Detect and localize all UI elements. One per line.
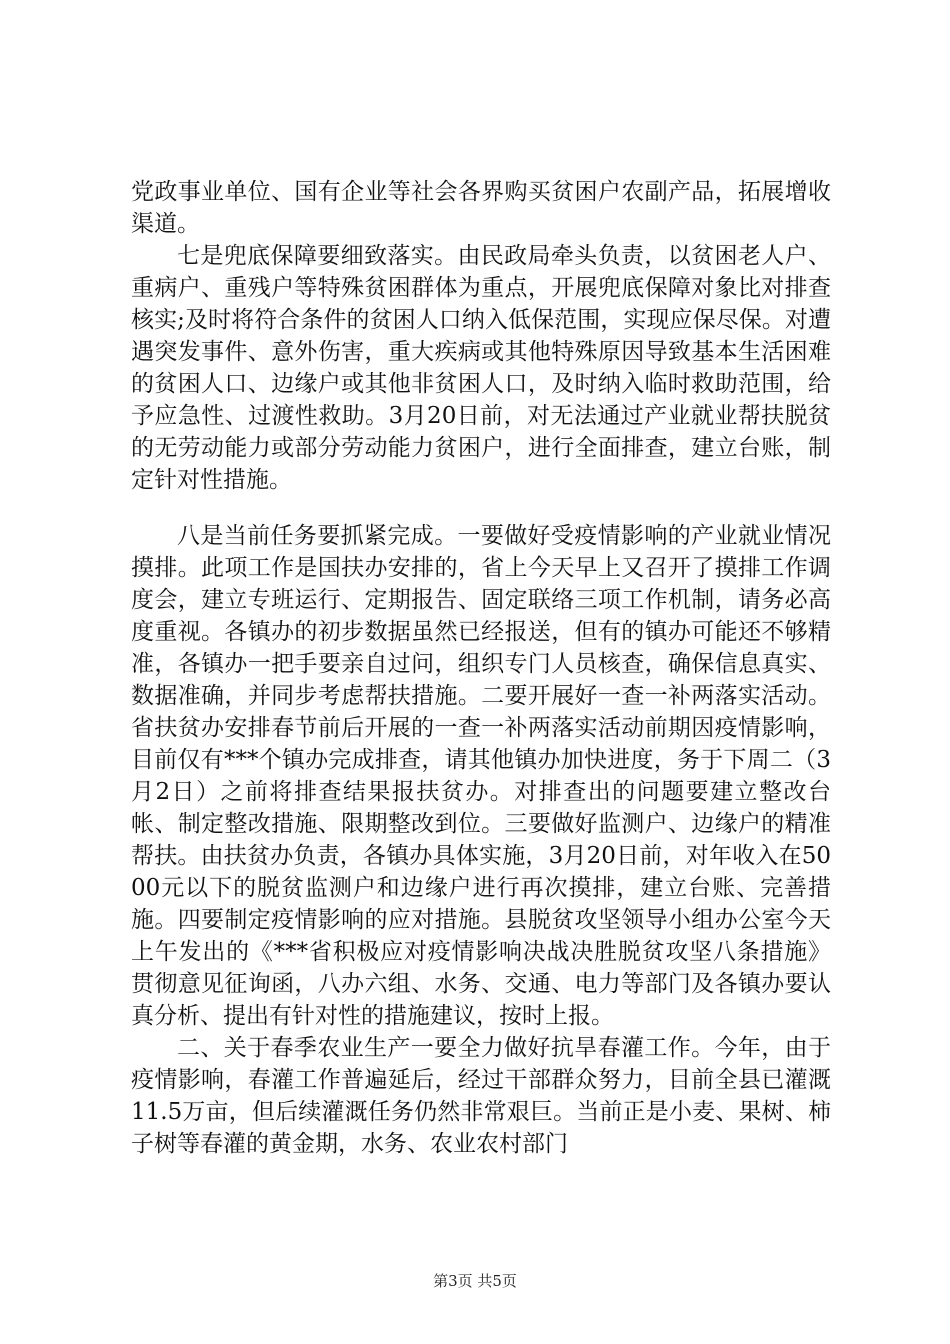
- paragraph-section-two: 二、关于春季农业生产一要全力做好抗旱春灌工作。今年，由于疫情影响，春灌工作普遍延后，经过干部群众努力，目前全县已灌溉11.5万亩，但后续灌溉任务仍然非常艰巨。当前正是小麦、果树、柿子树等春灌的黄金期，水务、农业农村部门: [131, 1035, 831, 1157]
- paragraph-item-eight: 八是当前任务要抓紧完成。一要做好受疫情影响的产业就业情况摸排。此项工作是国扶办安排的，省上今天早上又召开了摸排工作调度会，建立专班运行、定期报告、固定联络三项工作机制，请务必高度重视。各镇办的初步数据虽然已经报送，但有的镇办可能还不够精准，各镇办一把手要亲自过问，组织专门人员核查，确保信息真实、数据准确，并同步考虑帮扶措施。二要开展好一查一补两落实活动。省扶贫办安排春节前后开展的一查一补两落实活动前期因疫情影响，目前仅有***个镇办完成排查，请其他镇办加快进度，务于下周二（3月2日）之前将排查结果报扶贫办。对排查出的问题要建立整改台帐、制定整改措施、限期整改到位。三要做好监测户、边缘户的精准帮扶。由扶贫办负责，各镇办具体实施，3月20日前，对年收入在5000元以下的脱贫监测户和边缘户进行再次摸排，建立台账、完善措施。四要制定疫情影响的应对措施。县脱贫攻坚领导小组办公室今天上午发出的《***省积极应对疫情影响决战决胜脱贫攻坚八条措施》贯彻意见征询函，八办六组、水务、交通、电力等部门及各镇办要认真分析、提出有针对性的措施建议，按时上报。: [131, 523, 831, 1029]
- document-body: [131, 176, 831, 1160]
- paragraph-continuation: 党政事业单位、国有企业等社会各界购买贫困户农副产品，拓展增收渠道。: [131, 179, 831, 237]
- page-number-footer: 第3页 共5页: [433, 1272, 517, 1290]
- paragraph-item-seven: 七是兜底保障要细致落实。由民政局牵头负责，以贫困老人户、重病户、重残户等特殊贫困群体为重点，开展兜底保障对象比对排查核实;及时将符合条件的贫困人口纳入低保范围，实现应保尽保。对遭遇突发事件、意外伤害，重大疾病或其他特殊原因导致基本生活困难的贫困人口、边缘户或其他非贫困人口，及时纳入临时救助范围，给予应急性、过渡性救助。3月20日前，对无法通过产业就业帮扶脱贫的无劳动能力或部分劳动能力贫困户，进行全面排查，建立台账，制定针对性措施。: [131, 243, 831, 493]
- paragraph-spacer: [131, 496, 831, 520]
